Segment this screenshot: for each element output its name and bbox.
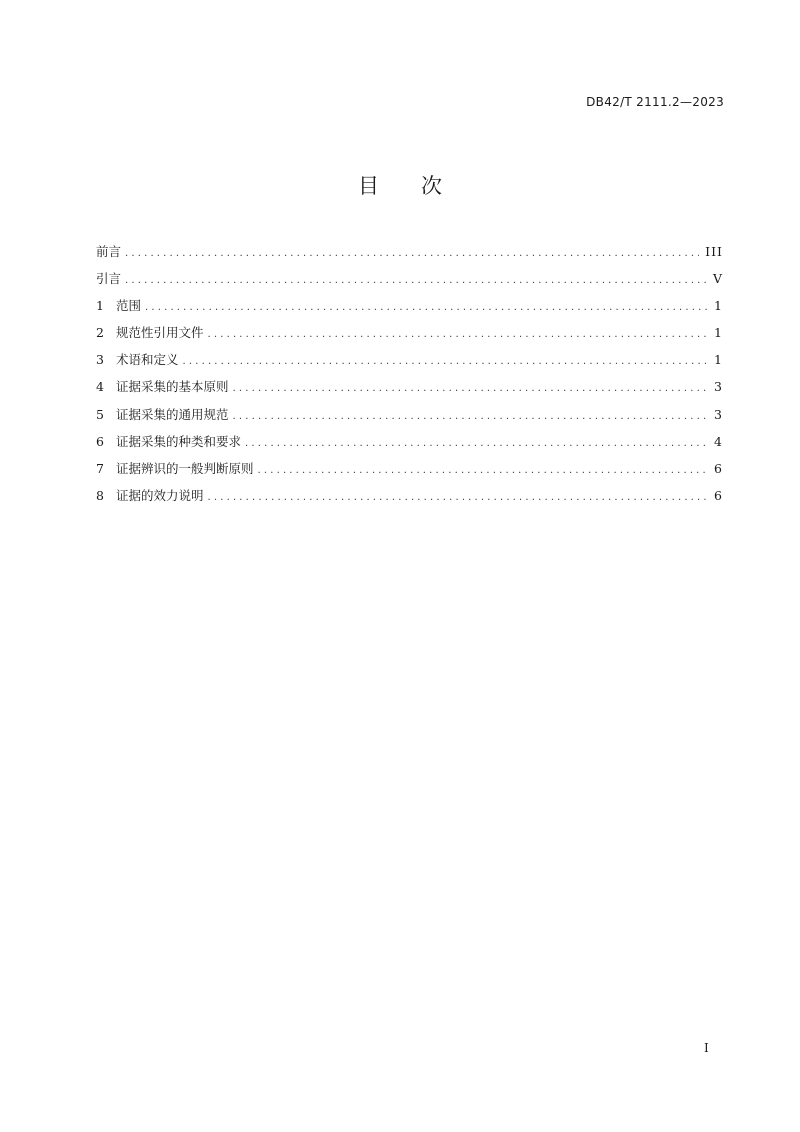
toc-entry-number: 5 <box>96 406 104 422</box>
toc-entry-page: 6 <box>714 487 723 503</box>
toc-entry-page: 1 <box>714 325 723 341</box>
page-number: I <box>704 1041 709 1055</box>
toc-entry-3[interactable] <box>96 350 723 377</box>
toc-entry-page: 4 <box>714 433 723 449</box>
toc-entry-page: 3 <box>714 406 723 422</box>
toc-entry-introduction[interactable] <box>96 269 723 296</box>
toc-entry-page: 1 <box>714 352 723 368</box>
toc-entry-foreword[interactable] <box>96 242 723 269</box>
toc-leader-dots <box>183 352 709 372</box>
toc-entry-label: 证据采集的基本原则 <box>116 379 229 395</box>
toc-entry-label: 证据的效力说明 <box>116 487 204 503</box>
toc-list <box>96 242 723 513</box>
toc-leader-dots <box>208 488 709 508</box>
toc-entry-page: III <box>705 244 723 259</box>
toc-leader-dots <box>245 434 708 454</box>
toc-leader-dots <box>233 407 709 427</box>
toc-entry-number: 6 <box>96 433 104 449</box>
toc-leader-dots <box>145 298 708 318</box>
toc-entry-label: 前言 <box>96 244 122 259</box>
toc-entry-label: 引言 <box>96 271 122 287</box>
toc-leader-dots <box>125 271 707 291</box>
toc-entry-number: 8 <box>96 487 104 503</box>
toc-entry-number: 7 <box>96 460 104 476</box>
toc-entry-page: 1 <box>714 298 723 314</box>
standard-code: DB42/T 2111.2—2023 <box>586 95 724 109</box>
toc-leader-dots <box>208 325 709 345</box>
toc-entry-number: 1 <box>96 298 104 314</box>
toc-entry-4[interactable] <box>96 377 723 404</box>
toc-entry-label: 术语和定义 <box>116 352 179 368</box>
toc-entry-8[interactable] <box>96 486 723 513</box>
toc-entry-page: 6 <box>714 460 723 476</box>
toc-entry-2[interactable] <box>96 323 723 350</box>
toc-entry-1[interactable] <box>96 296 723 323</box>
toc-entry-number: 2 <box>96 325 104 341</box>
toc-title-char-1: 目 <box>358 174 379 198</box>
toc-entry-page: V <box>712 271 723 287</box>
toc-leader-dots <box>258 461 709 481</box>
toc-entry-number: 4 <box>96 379 104 395</box>
toc-entry-label: 规范性引用文件 <box>116 325 204 341</box>
toc-entry-6[interactable] <box>96 432 723 459</box>
toc-leader-dots <box>233 379 709 399</box>
toc-entry-number: 3 <box>96 352 104 368</box>
toc-entry-7[interactable] <box>96 459 723 486</box>
toc-title-char-2: 次 <box>421 174 442 198</box>
toc-entry-label: 范围 <box>116 298 142 314</box>
toc-entry-label: 证据采集的通用规范 <box>116 406 229 422</box>
toc-entry-label: 证据辨识的一般判断原则 <box>116 460 254 476</box>
toc-entry-5[interactable] <box>96 405 723 432</box>
toc-entry-page: 3 <box>714 379 723 395</box>
toc-title <box>0 170 800 200</box>
toc-leader-dots <box>125 244 699 264</box>
toc-entry-label: 证据采集的种类和要求 <box>116 433 242 449</box>
